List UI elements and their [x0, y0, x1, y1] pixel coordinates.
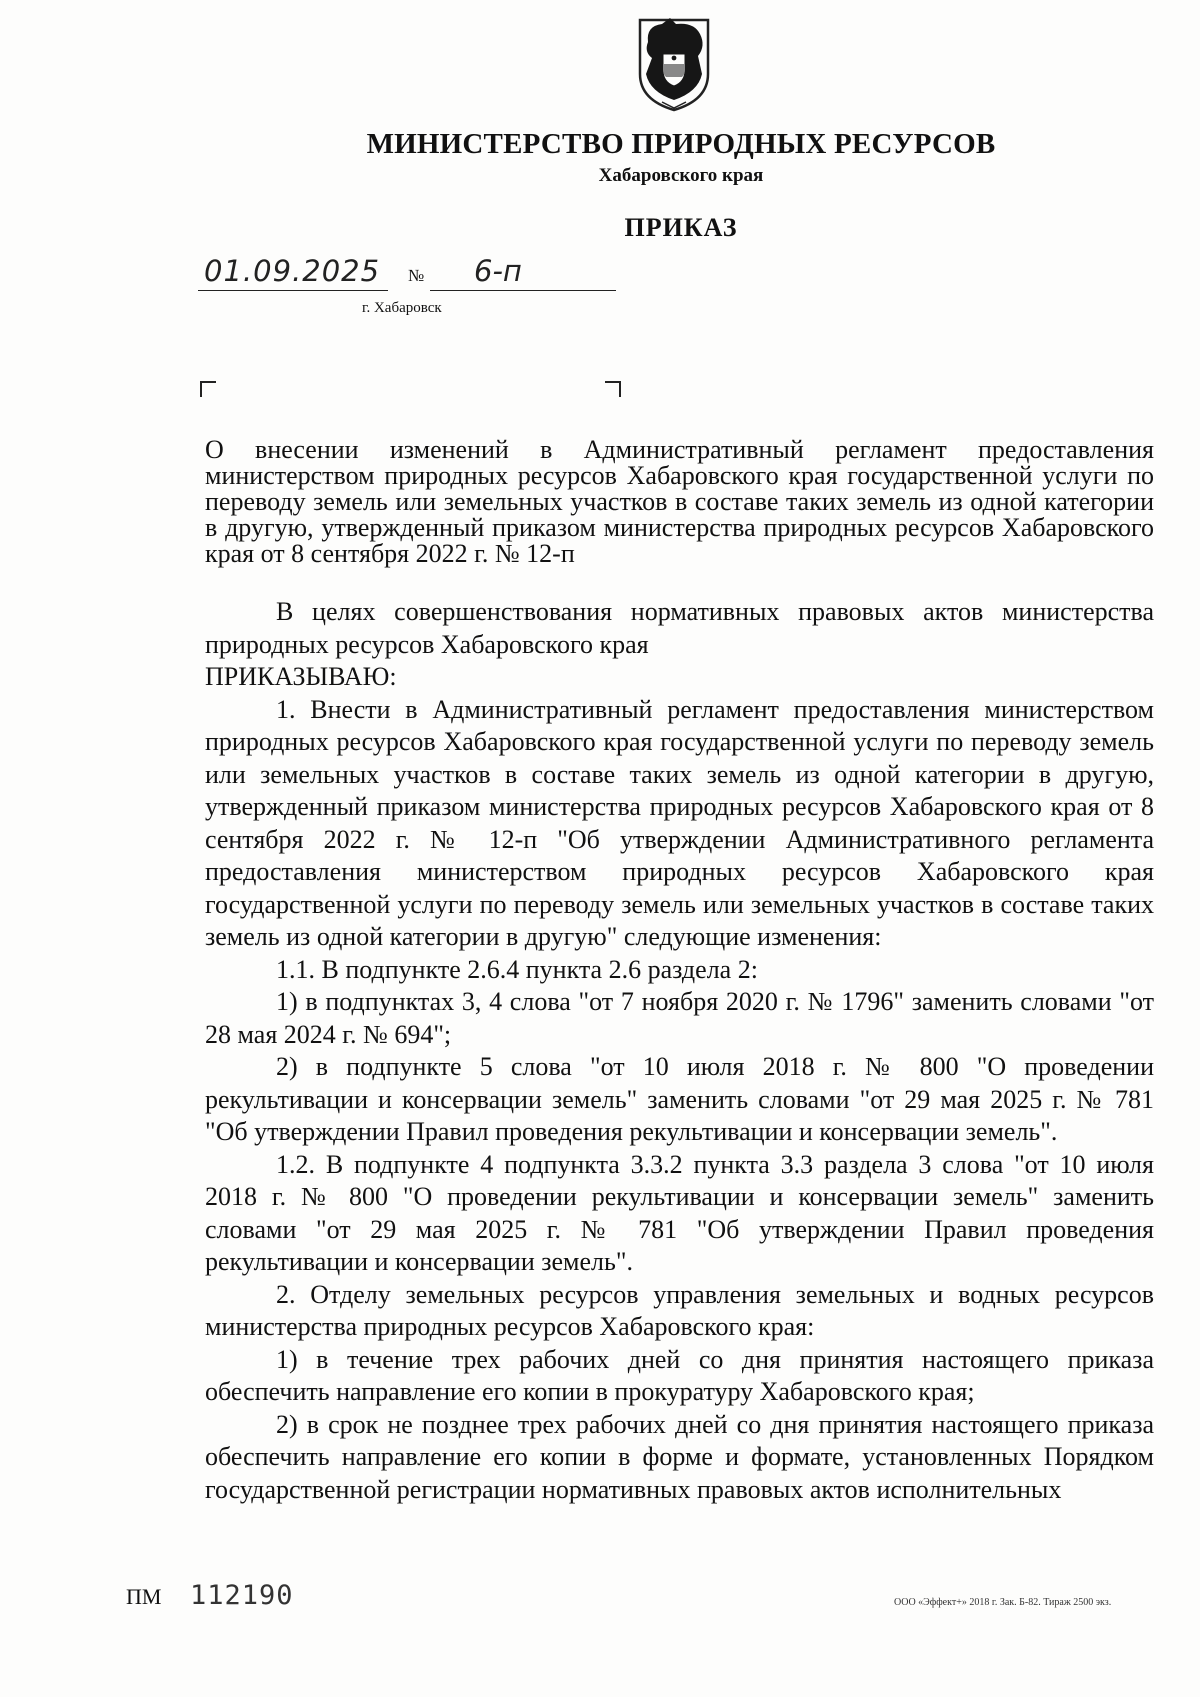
order-body	[205, 596, 1154, 1506]
date-underline	[198, 290, 388, 291]
order-number: 6-п	[474, 254, 522, 288]
paragraph-1: 1. Внести в Административный регламент предоставления министерством природных ресурсов Хабаровского края государственной услуги по переводу земель или земельных участков в составе таких земель из одной категории в другую, утвержденный приказом министерства природных ресурсов Хабаровского края от 8 сентября 2022 г. № 12-п "Об утверждении Административного регламента предоставления министерством природных ресурсов Хабаровского края государственной услуги по переводу земель или земельных участков в составе таких земель из одной категории в другую" следующие изменения:	[205, 694, 1154, 951]
paragraph-2-1: 1) в течение трех рабочих дней со дня принятия настоящего приказа обеспечить направление его копии в прокуратуру Хабаровского края;	[205, 1344, 1154, 1406]
registration-line	[198, 254, 618, 294]
order-title: О внесении изменений в Административный регламент предоставления министерством природных ресурсов Хабаровского края государственной услуги по переводу земель или земельных участков в составе таких земель из одной категории в другую, утвержденный приказом министерства природных ресурсов Хабаровского края от 8 сентября 2022 г. № 12-п	[205, 435, 1154, 568]
form-serial-number: 112190	[190, 1580, 294, 1611]
printer-imprint: ООО «Эффект+» 2018 г. Зак. Б-82. Тираж 2500 экз.	[894, 1597, 1112, 1608]
title-corner-left-mark	[200, 381, 216, 397]
ministry-name: МИНИСТЕРСТВО ПРИРОДНЫХ РЕСУРСОВ	[366, 128, 996, 160]
form-code: ПМ	[126, 1584, 162, 1609]
number-label: №	[408, 266, 425, 285]
paragraph-2-2: 2) в срок не позднее трех рабочих дней со дня принятия настоящего приказа обеспечить направление его копии в форме и формате, установленных Порядком государственной регистрации нормативных правовых актов исполнительных	[205, 1409, 1154, 1504]
region-name: Хабаровского края	[598, 165, 764, 186]
order-word: ПРИКАЗЫВАЮ:	[205, 662, 397, 691]
paragraph-1-2: 1.2. В подпункте 4 подпункта 3.3.2 пункта 3.3 раздела 3 слова "от 10 июля 2018 г. № 800 "О проведении рекультивации и консервации земель" заменить словами "от 29 мая 2025 г. № 781 "Об утверждении Правил проведения рекультивации и консервации земель".	[205, 1149, 1154, 1276]
paragraph-1-1-2: 2) в подпункте 5 слова "от 10 июля 2018 г. № 800 "О проведении рекультивации и консервации земель" заменить словами "от 29 мая 2025 г. № 781 "Об утверждении Правил проведения рекультивации и консервации земель".	[205, 1052, 1154, 1146]
coat-of-arms-icon	[632, 12, 716, 112]
paragraph-2: 2. Отделу земельных ресурсов управления земельных и водных ресурсов министерства природных ресурсов Хабаровского края:	[205, 1279, 1154, 1341]
order-date: 01.09.2025	[204, 254, 381, 288]
paragraph-1-1-1: 1) в подпунктах 3, 4 слова "от 7 ноября 2020 г. № 1796" заменить словами "от 28 мая 2024 г. № 694";	[205, 987, 1154, 1049]
preamble: В целях совершенствования нормативных правовых актов министерства природных ресурсов Хабаровского края	[205, 597, 1154, 659]
paragraph-1-1: 1.1. В подпункте 2.6.4 пункта 2.6 раздела 2:	[276, 954, 758, 984]
document-type: ПРИКАЗ	[624, 213, 738, 242]
city: г. Хабаровск	[362, 300, 442, 316]
title-corner-right-mark	[605, 381, 621, 397]
number-underline	[430, 290, 616, 291]
